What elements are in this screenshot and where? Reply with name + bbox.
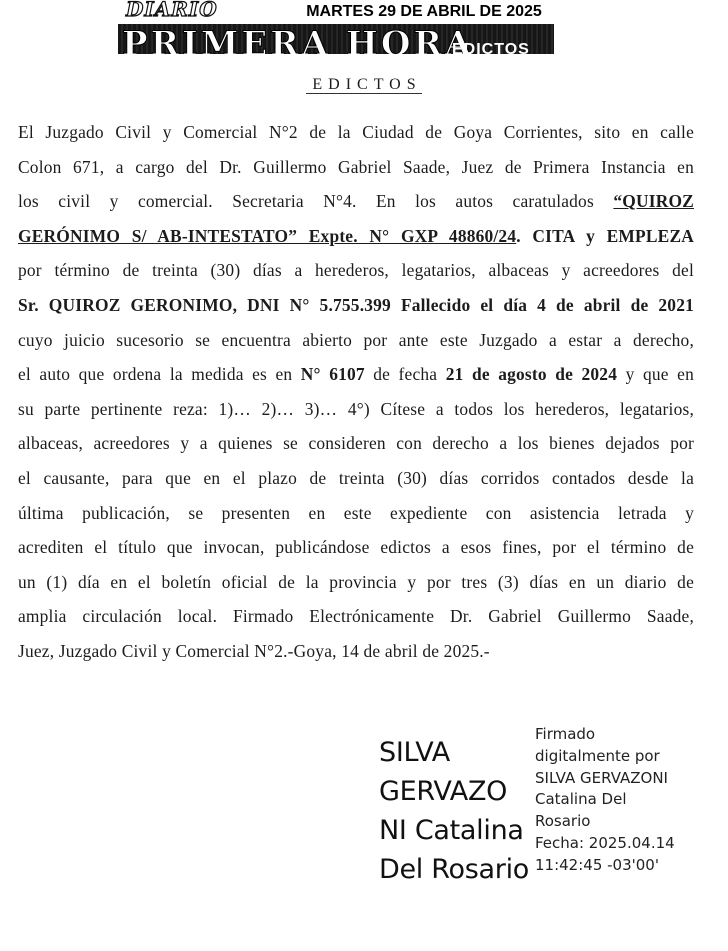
- body-line-8: [18, 357, 694, 392]
- masthead-diario: DIARIO: [126, 0, 218, 21]
- body-line-4: [18, 219, 694, 254]
- signature-name-line: GERVAZO: [379, 776, 508, 807]
- body-line-7: cuyo juicio sucesorio se encuentra abierto por ante este Juzgado a estar a derecho,: [18, 329, 694, 350]
- signature-name-line: SILVA: [379, 737, 450, 768]
- case-title-start: “QUIROZ: [613, 191, 694, 212]
- signature-info-line: digitalmente por: [535, 746, 660, 765]
- signature-info-line: SILVA GERVAZONI: [535, 768, 668, 787]
- body-line-8-a: el auto que ordena la medida es en: [18, 364, 293, 385]
- body-line-6: [18, 288, 694, 323]
- body-line-12: última publicación, se presenten en este expediente con asistencia letrada y: [18, 502, 694, 523]
- case-title-expte: GERÓNIMO S/ AB-INTESTATO” Expte. N° GXP 48860/24: [18, 225, 517, 246]
- signature-info: [535, 724, 675, 877]
- death-date: Fallecido el día 4 de abril de 2021: [400, 294, 694, 315]
- signature-info-line: Rosario: [535, 812, 591, 831]
- body-line-2: Colon 671, a cargo del Dr. Guillermo Gabriel Saade, Juez de Primera Instancia en: [18, 156, 694, 177]
- body-line-3-text: los civil y comercial. Secretaria N°4. En los autos caratulados: [18, 191, 594, 212]
- body-line-8-c: de fecha: [373, 364, 438, 385]
- edict-body: [18, 115, 694, 669]
- masthead-section: EDICTOS: [452, 41, 530, 54]
- body-line-15: amplia circulación local. Firmado Electrónicamente Dr. Gabriel Guillermo Saade,: [18, 606, 694, 627]
- body-line-9: su parte pertinente reza: 1)… 2)… 3)… 4°) Cítese a todos los herederos, legatarios,: [18, 398, 694, 419]
- signature-name: [379, 733, 529, 889]
- cita-empleza: . CITA y EMPLEZA: [516, 225, 694, 246]
- newspaper-masthead: [118, 0, 554, 54]
- body-line-3: [18, 184, 694, 219]
- body-line-11: el causante, para que en el plazo de treinta (30) días corridos contados desde la: [18, 467, 694, 488]
- masthead-band: [118, 24, 554, 54]
- body-line-13: acrediten el título que invocan, publicándose edictos a esos fines, por el término de: [18, 537, 694, 558]
- heading-text: EDICTOS: [306, 76, 421, 94]
- body-line-14: un (1) día en el boletín oficial de la provincia y por tres (3) días en un diario de: [18, 571, 694, 592]
- signature-info-line: 11:42:45 -03'00': [535, 855, 659, 874]
- body-line-10: albaceas, acreedores y a quienes se consideren con derecho a los bienes dejados por: [18, 433, 694, 454]
- signature-info-line: Catalina Del: [535, 790, 627, 809]
- page-heading: [0, 76, 728, 94]
- signature-name-line: NI Catalina: [379, 815, 524, 846]
- masthead-title: PRIMERA HORA: [122, 24, 475, 54]
- signature-name-line: Del Rosario: [379, 854, 529, 885]
- order-date: 21 de agosto de 2024: [445, 364, 618, 385]
- body-line-8-e: y que en: [625, 364, 694, 385]
- signature-info-line: Fecha: 2025.04.14: [535, 833, 675, 852]
- order-number: N° 6107: [300, 364, 365, 385]
- body-line-1: El Juzgado Civil y Comercial N°2 de la Ciudad de Goya Corrientes, sito en calle: [18, 122, 694, 142]
- body-line-5: por término de treinta (30) días a herederos, legatarios, albaceas y acreedores del: [18, 260, 694, 281]
- masthead-date: MARTES 29 DE ABRIL DE 2025: [294, 0, 554, 24]
- deceased-name: Sr. QUIROZ GERONIMO, DNI N° 5.755.399: [18, 294, 391, 315]
- signature-info-line: Firmado: [535, 725, 596, 743]
- body-line-16: Juez, Juzgado Civil y Comercial N°2.-Goya, 14 de abril de 2025.-: [18, 640, 490, 661]
